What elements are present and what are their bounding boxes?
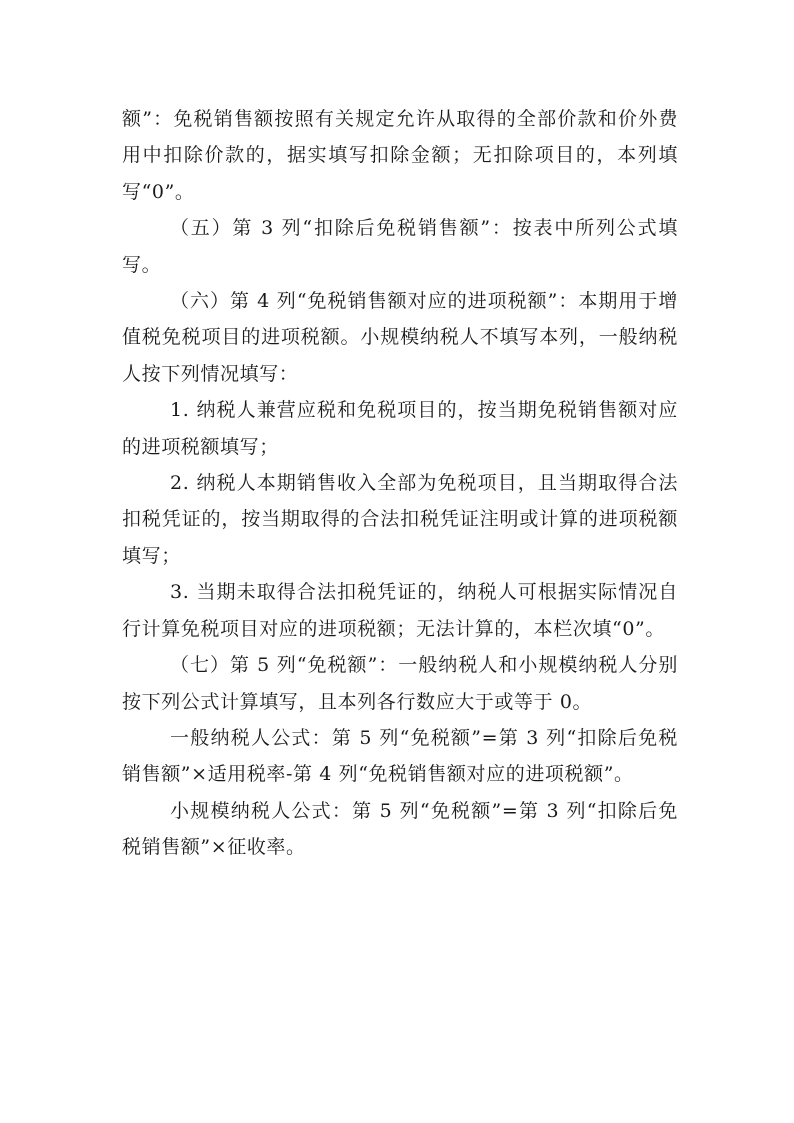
paragraph-item-1: 1. 纳税人兼营应税和免税项目的，按当期免税销售额对应的进项税额填写； (122, 399, 678, 458)
paragraph-column-3: （五）第 3 列“扣除后免税销售额”：按表中所列公式填写。 (122, 217, 678, 276)
paragraph-item-2: 2. 纳税人本期销售收入全部为免税项目，且当期取得合法扣税凭证的，按当期取得的合法扣税凭证注明或计算的进项税额填写； (122, 472, 678, 567)
document-body (122, 101, 678, 866)
paragraph-deduction-amount: 额”：免税销售额按照有关规定允许从取得的全部价款和价外费用中扣除价款的，据实填写扣除金额；无扣除项目的，本列填写“0”。 (122, 108, 678, 203)
paragraph-small-scale-formula: 小规模纳税人公式：第 5 列“免税额”=第 3 列“扣除后免税销售额”×征收率。 (122, 799, 678, 859)
paragraph-column-4: （六）第 4 列“免税销售额对应的进项税额”：本期用于增值税免税项目的进项税额。小规模纳税人不填写本列，一般纳税人按下列情况填写： (122, 290, 678, 385)
paragraph-item-3: 3. 当期未取得合法扣税凭证的，纳税人可根据实际情况自行计算免税项目对应的进项税额；无法计算的，本栏次填“0”。 (122, 581, 678, 640)
paragraph-general-formula: 一般纳税人公式：第 5 列“免税额”=第 3 列“扣除后免税销售额”×适用税率-第 4 列“免税销售额对应的进项税额”。 (122, 726, 678, 786)
paragraph-column-5: （七）第 5 列“免税额”：一般纳税人和小规模纳税人分别按下列公式计算填写，且本列各行数应大于或等于 0。 (122, 654, 678, 713)
